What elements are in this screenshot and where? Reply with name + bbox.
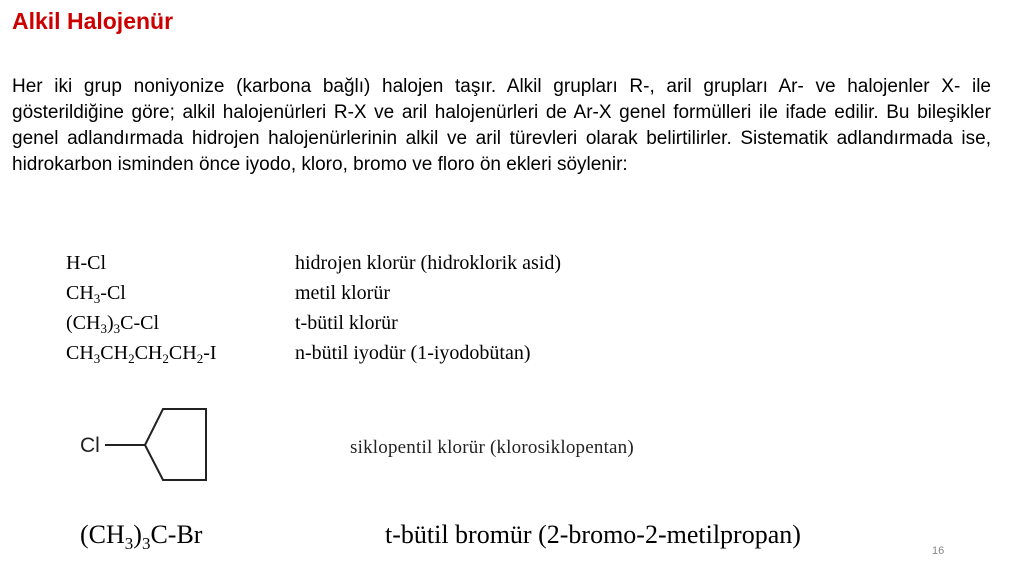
compound-formula: $(CH_3)_3C-Cl$ xyxy=(66,312,160,336)
cyclopentyl-chloride-name: siklopentil klorür (klorosiklopentan) xyxy=(350,437,634,458)
compound-name: t-bütil klorür xyxy=(295,312,398,334)
compound-name: metil klorür xyxy=(295,282,390,304)
bottom-formula: $(CH_3)_3C-Br$ xyxy=(80,520,203,553)
compound-formula: $CH_3CH_2CH_2CH_2-I$ xyxy=(66,342,217,366)
cyclopentane-ring xyxy=(145,409,206,480)
chlorine-atom-label: Cl xyxy=(80,434,100,457)
compound-formula: $CH_3-Cl$ xyxy=(66,282,126,306)
intro-paragraph: Her iki grup noniyonize (karbona bağlı) halojen taşır. Alkil grupları R-, aril grupları Ar- ve halojenler X- ile gösterildiğine göre; alkil halojenürleri R-X ve aril halojenürleri de Ar-X genel formülleri ile ifade edilir. Bu bileşikler genel adlandırmada hidrojen halojenürlerinin alkil ve aril türevleri olarak belirtilirler. Sistematik adlandırmada ise, hidrokarbon isminden önce iyodo, kloro, bromo ve floro ön ekleri söylenir: xyxy=(12,76,991,175)
compound-formula: H-Cl xyxy=(66,252,106,274)
compound-name: hidrojen klorür (hidroklorik asid) xyxy=(295,252,562,274)
bottom-compound-name: t-bütil bromür (2-bromo-2-metilpropan) xyxy=(385,520,801,549)
slide-title: Alkil Halojenür xyxy=(12,8,174,34)
compound-name: n-bütil iyodür (1-iyodobütan) xyxy=(295,342,531,364)
page-number: 16 xyxy=(932,545,945,557)
cyclopentyl-chloride-structure xyxy=(78,404,218,484)
